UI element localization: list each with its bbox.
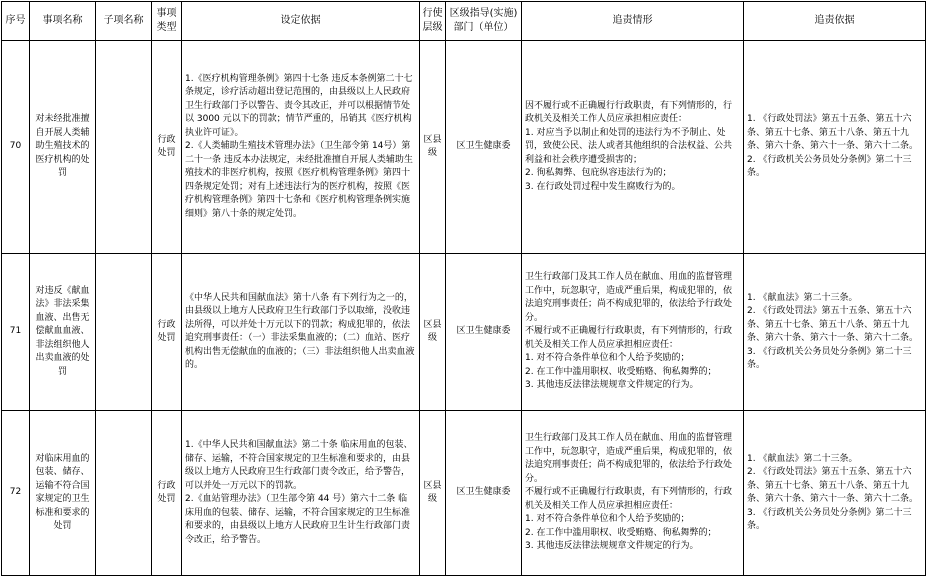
cell-accountability (522, 254, 744, 411)
accountability-paragraph: 3. 其他违反法律法规规章文件规定的行为。 (525, 380, 699, 391)
basis-paragraph: 1.《中华人民共和国献血法》第二十条 临床用血的包装、储存、运输，不符合国家规定的卫生标准和要求的，由县级以上地方人民政府卫生行政部门责令改正，给予警告，可以并处一万元以下的罚款。 (185, 440, 413, 491)
cell-basis (182, 41, 420, 254)
cell-accountability (522, 41, 744, 254)
header-department: 区级指导(实施)部门（单位） (446, 2, 522, 41)
accountability-basis-paragraph: 3. 《行政机关公务员处分条例》第二十三条。 (747, 507, 912, 531)
accountability-paragraph: 卫生行政部门及其工作人员在献血、用血的监督管理工作中，玩忽职守，造成严重后果，构成犯罪的，依法追究刑事责任；尚不构成犯罪的，依法给予行政处分。 (525, 433, 733, 484)
accountability-paragraph: 1. 对应当予以制止和处罚的违法行为不予制止、处罚，致使公民、法人或者其他组织的合法权益、公共利益和社会秩序遭受损害的； (525, 127, 733, 165)
cell-sub-item (96, 411, 152, 576)
header-basis: 设定依据 (182, 2, 420, 41)
cell-accountability-basis (744, 411, 926, 576)
accountability-basis-paragraph: 1. 《献血法》第二十三条。 (747, 453, 858, 464)
accountability-paragraph: 不履行或不正确履行行政职责，有下列情形的，行政机关及相关工作人员应承担相应责任： (525, 487, 733, 511)
basis-paragraph: 2.《人类辅助生殖技术管理办法》（卫生部令第 14号）第二十一条 违反本办法规定，未经批准擅自开展人类辅助生殖技术的非医疗机构，按照《医疗机构管理条例》第四十四条规定处罚；对有上述违法行为的医疗机构，按照《医疗机构管理条例》第四十七条和《医疗机构管理条例实施细则》第八十条的规定处罚。 (185, 141, 413, 219)
cell-sub-item (96, 41, 152, 254)
accountability-basis-paragraph: 2. 《行政机关公务员处分条例》第二十三条。 (747, 154, 912, 179)
cell-accountability-basis (744, 254, 926, 411)
accountability-paragraph: 不履行或不正确履行行政职责，有下列情形的，行政机关及相关工作人员应承担相应责任： (525, 326, 733, 350)
table-row (2, 411, 926, 576)
cell-item-name: 对违反《献血法》非法采集血液、出售无偿献血血液、非法组织他人出卖血液的处罚 (30, 254, 96, 411)
accountability-paragraph: 3. 在行政处罚过程中发生腐败行为的。 (525, 181, 681, 192)
cell-department: 区卫生健康委 (446, 254, 522, 411)
cell-sub-item (96, 254, 152, 411)
table-row (2, 254, 926, 411)
accountability-paragraph: 2. 在工作中滥用职权、收受贿赂、徇私舞弊的； (525, 527, 717, 538)
accountability-basis-paragraph: 2. 《行政处罚法》第五十五条、第五十六条、第五十七条、第五十八条、第五十九条、第六十条、第六十一条、第六十二条。 (747, 306, 919, 343)
header-accountability-basis: 追责依据 (744, 2, 926, 41)
accountability-basis-paragraph: 1. 《行政处罚法》第五十五条、第五十六条、第五十七条、第五十八条、第五十九条、第六十条、第六十一条、第六十二条。 (747, 114, 919, 152)
cell-level: 区县级 (420, 41, 446, 254)
accountability-paragraph: 2. 在工作中滥用职权、收受贿赂、徇私舞弊的； (525, 366, 717, 377)
accountability-paragraph: 因不履行或不正确履行行政职责，有下列情形的，行政机关及相关工作人员应承担相应责任： (525, 100, 733, 125)
document-page (1, 1, 926, 576)
basis-paragraph: 2.《血站管理办法》（卫生部令第 44 号）第六十二条 临床用血的包装、储存、运输，不符合国家规定的卫生标准和要求的，由县级以上地方人民政府卫生计生行政部门责令改正，给予警告。 (185, 494, 411, 545)
cell-seq: 71 (2, 254, 30, 411)
basis-paragraph: 《中华人民共和国献血法》第十八条 有下列行为之一的，由县级以上地方人民政府卫生行政部门予以取缔，没收违法所得，可以并处十万元以下的罚款；构成犯罪的，依法追究刑事责任：（一）非法采集血液的；（二）血站、医疗机构出售无偿献血的血液的；（三）非法组织他人出卖血液的。 (185, 292, 415, 370)
accountability-paragraph: 卫生行政部门及其工作人员在献血、用血的监督管理工作中，玩忽职守，造成严重后果，构成犯罪的，依法追究刑事责任；尚不构成犯罪的，依法给予行政处分。 (525, 272, 733, 323)
cell-item-name: 对临床用血的包装、储存、运输不符合国家规定的卫生标准和要求的处罚 (30, 411, 96, 576)
header-row (2, 2, 926, 41)
cell-item-type: 行政处罚 (152, 41, 182, 254)
cell-basis (182, 411, 420, 576)
cell-basis (182, 254, 420, 411)
basis-paragraph: 1.《医疗机构管理条例》第四十七条 违反本条例第二十七条规定，诊疗活动超出登记范围的，由县级以上人民政府卫生行政部门予以警告、责令其改正，并可以根据情节处以 3000 元以下的罚款；情节严重的，吊销其《医疗机构执业许可证》。 (185, 73, 413, 138)
cell-item-name: 对未经批准擅自开展人类辅助生殖技术的医疗机构的处罚 (30, 41, 96, 254)
cell-item-type: 行政处罚 (152, 254, 182, 411)
header-seq: 序号 (2, 2, 30, 41)
accountability-paragraph: 3. 其他违反法律法规规章文件规定的行为。 (525, 541, 699, 552)
cell-accountability (522, 411, 744, 576)
accountability-paragraph: 1. 对不符合条件单位和个人给予奖励的； (525, 353, 690, 364)
table-row (2, 41, 926, 254)
cell-department: 区卫生健康委 (446, 411, 522, 576)
accountability-paragraph: 1. 对不符合条件单位和个人给予奖励的； (525, 514, 690, 525)
cell-seq: 70 (2, 41, 30, 254)
responsibility-table (1, 1, 926, 576)
cell-department: 区卫生健康委 (446, 41, 522, 254)
header-level: 行使层级 (420, 2, 446, 41)
header-accountability: 追责情形 (522, 2, 744, 41)
cell-seq: 72 (2, 411, 30, 576)
accountability-basis-paragraph: 1. 《献血法》第二十三条。 (747, 292, 858, 303)
header-sub-item: 子项名称 (96, 2, 152, 41)
cell-item-type: 行政处罚 (152, 411, 182, 576)
accountability-basis-paragraph: 2. 《行政处罚法》第五十五条、第五十六条、第五十七条、第五十八条、第五十九条、第六十条、第六十一条、第六十二条。 (747, 467, 919, 504)
accountability-paragraph: 2. 徇私舞弊、包庇纵容违法行为的； (525, 168, 672, 179)
cell-accountability-basis (744, 41, 926, 254)
cell-level: 区县级 (420, 411, 446, 576)
accountability-basis-paragraph: 3. 《行政机关公务员处分条例》第二十三条。 (747, 346, 912, 370)
header-item-type: 事项类型 (152, 2, 182, 41)
header-item-name: 事项名称 (30, 2, 96, 41)
cell-level: 区县级 (420, 254, 446, 411)
